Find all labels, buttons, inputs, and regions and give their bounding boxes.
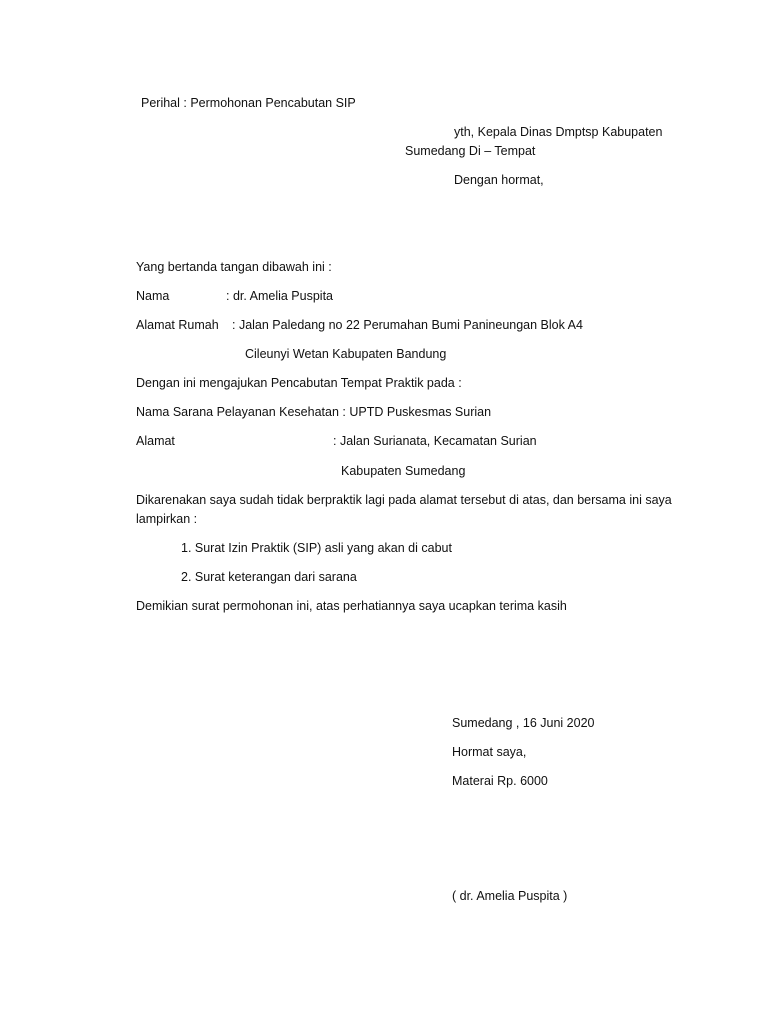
regards: Hormat saya, [452, 745, 527, 759]
name-value: : dr. Amelia Puspita [226, 289, 334, 303]
facility-label: Nama Sarana Pelayanan Kesehatan [136, 405, 339, 419]
reason-line-1: Dikarenakan saya sudah tidak berpraktik lagi pada alamat tersebut di atas, dan bersama ini saya [136, 493, 672, 507]
facility-address-line-2: Kabupaten Sumedang [341, 464, 466, 478]
place-date: Sumedang , 16 Juni 2020 [452, 716, 595, 730]
name-label: Nama [136, 289, 170, 303]
intro-line: Yang bertanda tangan dibawah ini : [136, 260, 332, 274]
facility-row [136, 404, 491, 420]
facility-value: : UPTD Puskesmas Surian [342, 405, 492, 419]
name-row [136, 288, 333, 304]
signatory-name: ( dr. Amelia Puspita ) [452, 889, 568, 903]
subject-line: Perihal : Permohonan Pencabutan SIP [141, 96, 356, 110]
facility-address-label: Alamat [136, 434, 175, 448]
recipient-line-2: Sumedang Di – Tempat [405, 144, 536, 158]
closing-line: Demikian surat permohonan ini, atas perhatiannya saya ucapkan terima kasih [136, 599, 567, 613]
address-value-line-1: : Jalan Paledang no 22 Perumahan Bumi Panineungan Blok A4 [232, 318, 583, 332]
attachment-item-1: 1. Surat Izin Praktik (SIP) asli yang akan di cabut [181, 541, 452, 555]
address-label: Alamat Rumah [136, 318, 219, 332]
address-value-line-2: Cileunyi Wetan Kabupaten Bandung [245, 347, 447, 361]
address-row [136, 317, 583, 333]
request-intro: Dengan ini mengajukan Pencabutan Tempat Praktik pada : [136, 376, 462, 390]
reason-line-2: lampirkan : [136, 512, 198, 526]
recipient-line-1: yth, Kepala Dinas Dmptsp Kabupaten [454, 125, 663, 139]
stamp-note: Materai Rp. 6000 [452, 774, 548, 788]
attachment-item-2: 2. Surat keterangan dari sarana [181, 570, 357, 584]
facility-address-line-1: : Jalan Surianata, Kecamatan Surian [333, 434, 537, 448]
greeting: Dengan hormat, [454, 173, 544, 187]
